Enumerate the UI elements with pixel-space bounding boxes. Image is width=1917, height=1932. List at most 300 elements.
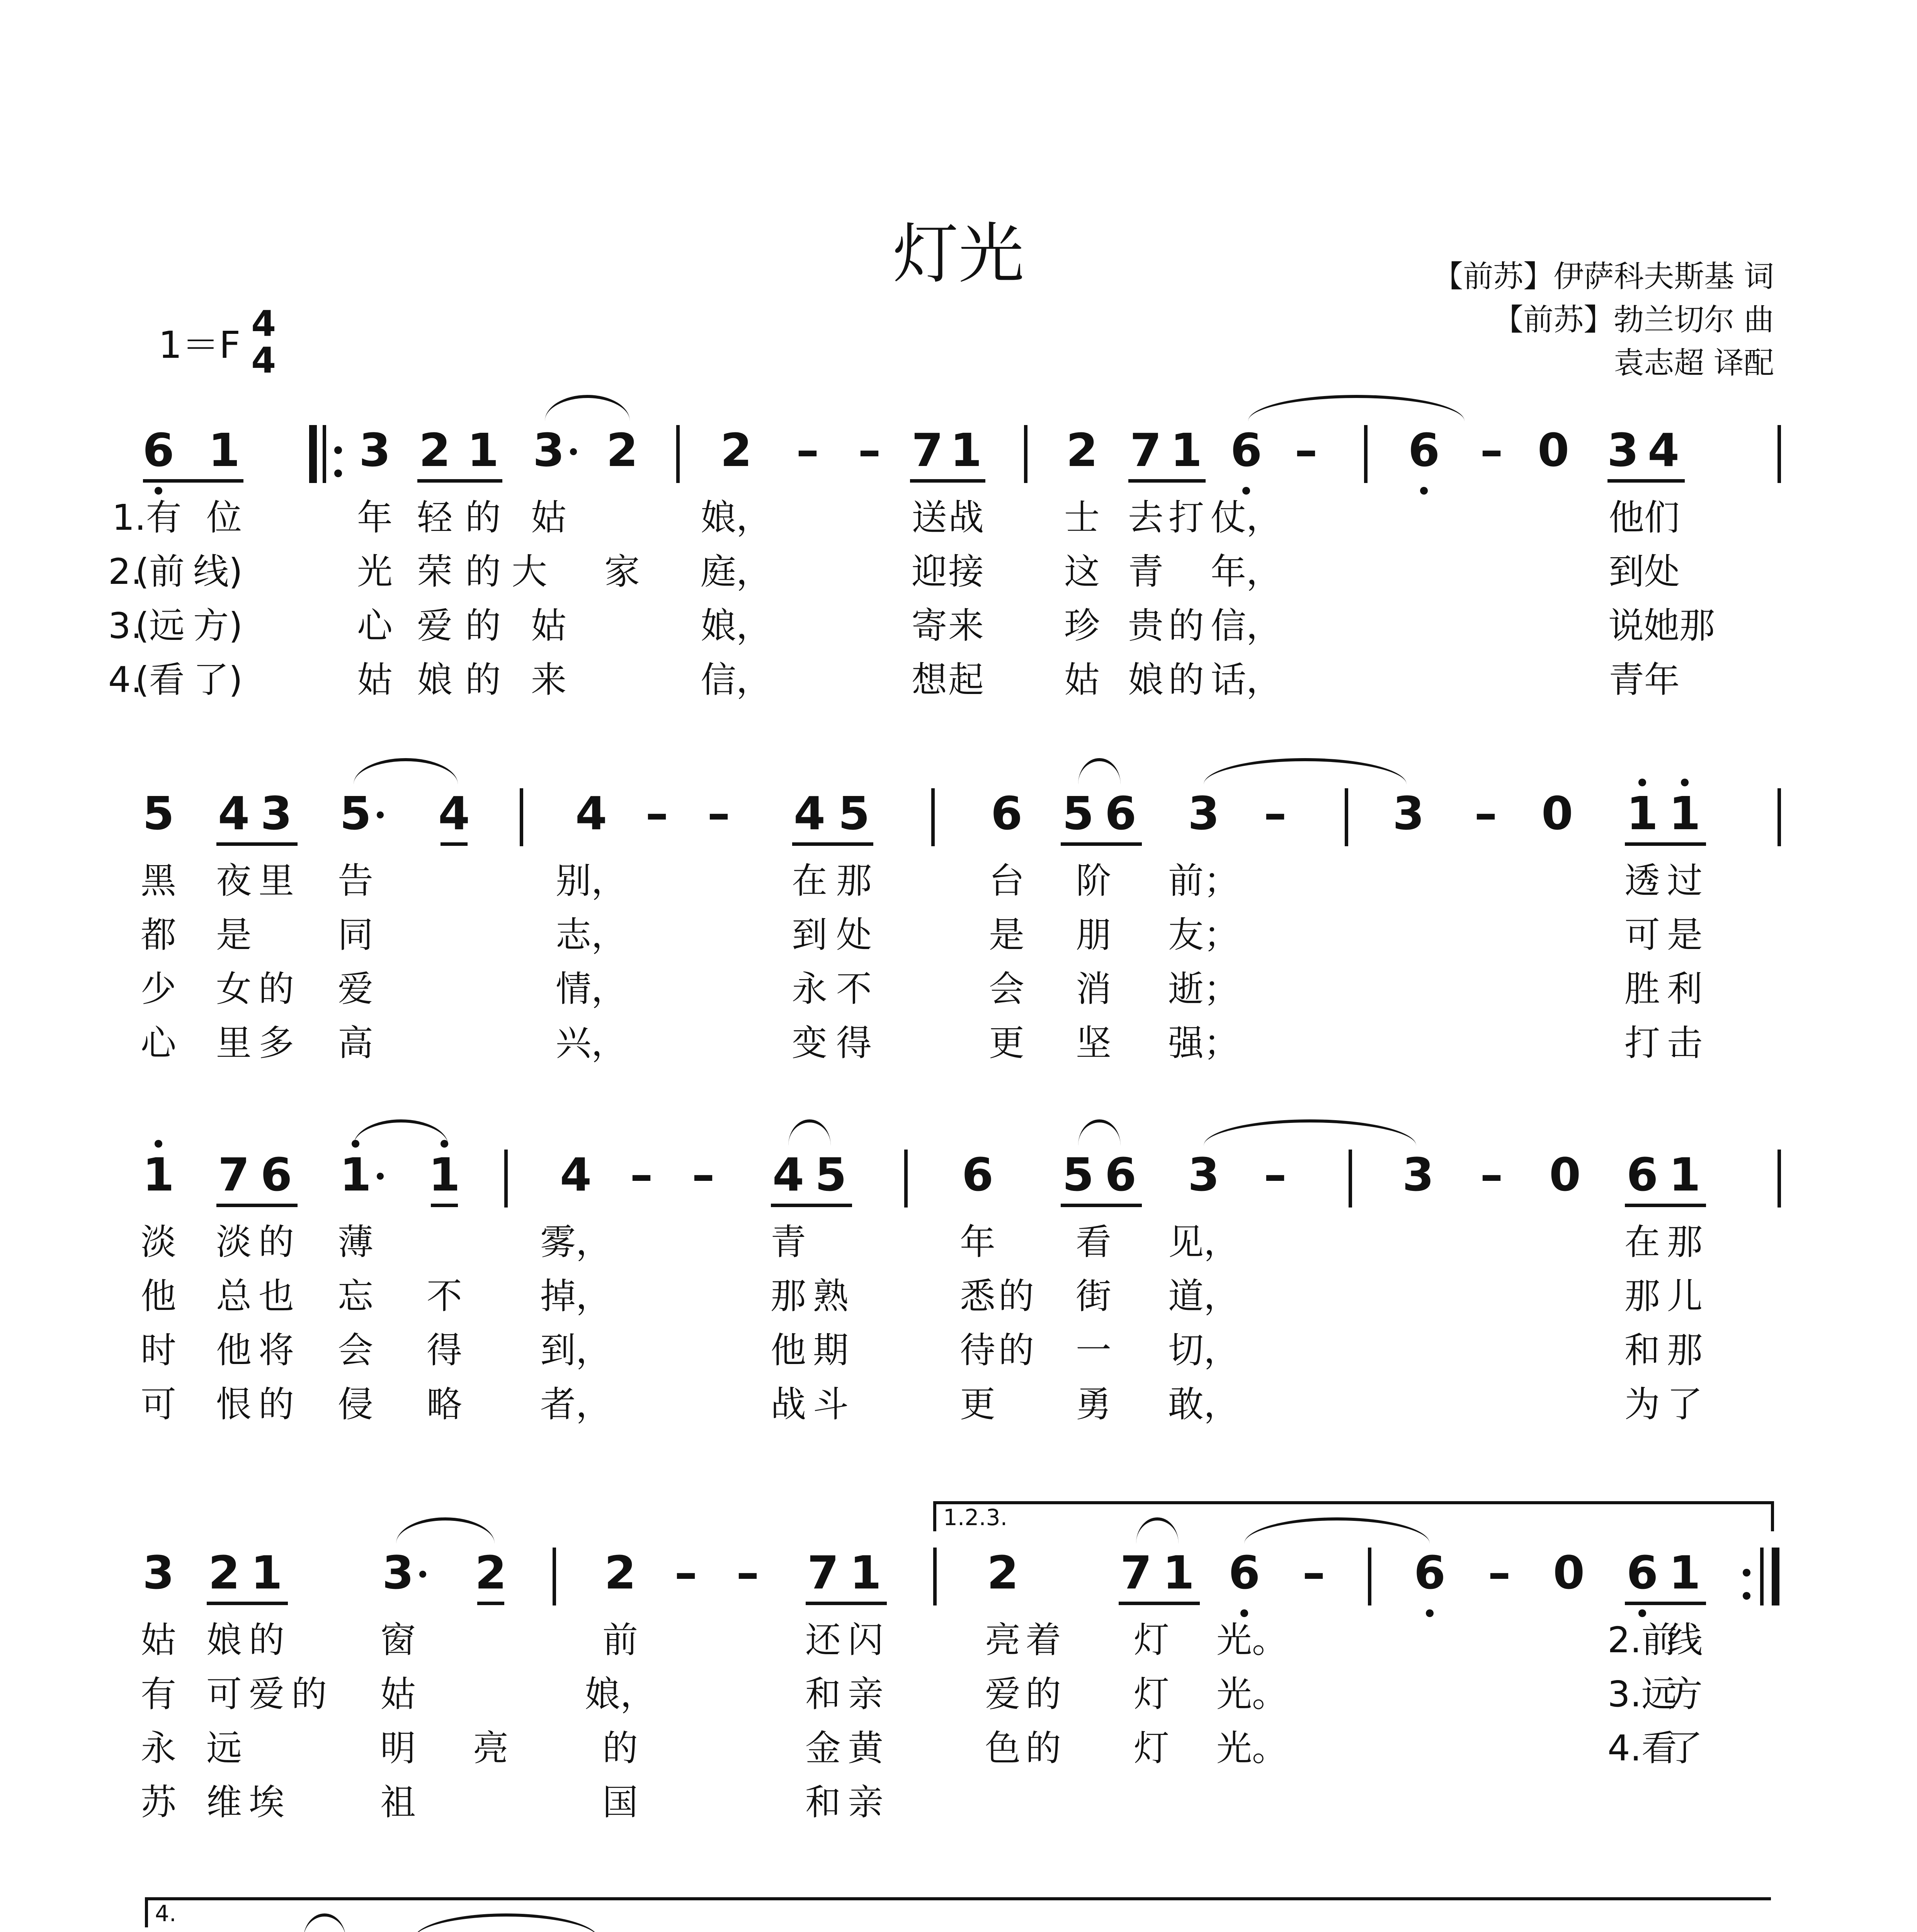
lyric-syllable: 亲 — [847, 1782, 884, 1823]
lyric-line — [108, 599, 1781, 653]
note: 1 — [1669, 1148, 1701, 1201]
augmentation-dot — [570, 448, 577, 455]
lyric-syllable: 3. — [108, 605, 142, 646]
lyrics-block-4 — [140, 1613, 1781, 1830]
lyric-syllable: 光。 — [1216, 1619, 1288, 1661]
lyric-syllable: 家 — [604, 551, 640, 592]
note: 6 — [1626, 1546, 1658, 1599]
lyric-syllable: 同 — [337, 914, 374, 956]
dash: – — [707, 787, 730, 840]
beam — [1128, 479, 1206, 483]
note: 2 — [604, 1546, 636, 1599]
dash: – — [796, 423, 819, 477]
beam — [806, 1602, 887, 1605]
note: 0 — [1537, 423, 1570, 477]
translator-credit: 袁志超 译配 — [1614, 346, 1774, 381]
lyric-syllable: 娘 — [417, 659, 453, 701]
lyric-syllable: 苏 — [140, 1782, 177, 1823]
staff-line-4 — [142, 1504, 1781, 1613]
score-system-1 — [108, 413, 1781, 707]
beam — [417, 479, 502, 483]
repeat-dots — [1743, 1569, 1750, 1615]
beam — [792, 842, 873, 846]
lyric-syllable: 黄 — [847, 1728, 884, 1769]
time-numerator: 4 — [251, 303, 276, 344]
dash: – — [1294, 423, 1318, 477]
note: 4 — [1647, 423, 1680, 477]
barline — [933, 1548, 937, 1605]
lyric-syllable: 淡 — [140, 1221, 177, 1263]
lyric-syllable: 说她那 — [1608, 605, 1715, 646]
lyric-line — [140, 962, 1781, 1016]
lyric-syllable: 强； — [1168, 1022, 1240, 1064]
note: 2 — [475, 1546, 507, 1599]
note: 6 — [1104, 1148, 1137, 1201]
note: 7 — [1129, 423, 1162, 477]
lyric-line — [108, 653, 1781, 707]
lyric-syllable: 会 — [337, 1330, 374, 1371]
lyric-syllable: 敢， — [1168, 1384, 1240, 1425]
lyric-syllable: 更 — [988, 1022, 1025, 1064]
repeat-start-barline — [323, 425, 326, 483]
lyric-syllable: 青年 — [1608, 659, 1680, 701]
barline — [1778, 1150, 1781, 1208]
lyric-syllable: 不 — [836, 968, 872, 1010]
beam — [143, 479, 243, 483]
tie — [1204, 758, 1407, 784]
lyric-syllable: 是 — [988, 914, 1025, 956]
lyric-syllable: 打 — [1624, 1022, 1660, 1064]
lyric-syllable: 雾， — [540, 1221, 612, 1263]
lyric-syllable: 娘 — [206, 1619, 242, 1661]
repeat-start-barline — [309, 425, 317, 483]
lyric-syllable: 窗 — [380, 1619, 416, 1661]
note: 5 — [815, 1148, 847, 1201]
note: 6 — [1228, 1546, 1260, 1599]
note: 6 — [990, 787, 1023, 840]
lyric-line — [140, 1215, 1781, 1269]
note: 0 — [1541, 787, 1573, 840]
lyric-syllable: 方 — [1667, 1673, 1703, 1715]
lyric-syllable: 斗 — [813, 1384, 849, 1425]
lyric-syllable: 那 — [1624, 1276, 1660, 1317]
lyric-syllable: 青 — [770, 1221, 806, 1263]
lyric-syllable: 姑 — [531, 605, 567, 646]
lyric-syllable: 灯 — [1133, 1619, 1170, 1661]
lyric-syllable: 位 — [206, 497, 242, 538]
note: 4 — [575, 787, 607, 840]
lyric-syllable: 爱 — [248, 1673, 285, 1715]
lyric-syllable: 青 — [1128, 551, 1164, 592]
augmentation-dot — [377, 1173, 384, 1180]
lyric-syllable: 年 — [357, 497, 393, 538]
lyric-syllable: 情， — [555, 968, 627, 1010]
lyric-syllable: 接 — [948, 551, 984, 592]
lyric-syllable: 到， — [540, 1330, 612, 1371]
lyric-syllable: 了 — [1667, 1384, 1703, 1425]
lyric-syllable: 的 — [248, 1619, 285, 1661]
barline — [1345, 788, 1348, 846]
lyric-line — [108, 545, 1781, 599]
lyric-syllable: 道， — [1168, 1276, 1240, 1317]
lyric-syllable: 姑 — [1064, 659, 1100, 701]
lyric-syllable: 士 — [1064, 497, 1100, 538]
repeat-dots — [334, 446, 342, 493]
note: 6 — [961, 1148, 994, 1201]
lyric-syllable: 心 — [140, 1022, 177, 1064]
lyric-syllable: 的 — [258, 1384, 294, 1425]
lyric-syllable: 4. — [108, 659, 142, 701]
lyric-syllable: 那 — [836, 860, 872, 901]
note: 3 — [382, 1546, 414, 1599]
lyric-syllable: 的 — [1025, 1673, 1061, 1715]
lyric-syllable: 兴， — [555, 1022, 627, 1064]
note: 2 — [208, 1546, 240, 1599]
lyric-syllable: 得 — [836, 1022, 872, 1064]
lyric-syllable: 可 — [140, 1384, 177, 1425]
lyric-syllable: 也 — [258, 1276, 294, 1317]
lyric-syllable: 夜 — [216, 860, 252, 901]
lyric-syllable: 的 — [1025, 1728, 1061, 1769]
key-label: 1＝F — [158, 323, 241, 367]
note: 3 — [1607, 423, 1639, 477]
lyric-syllable: 透 — [1624, 860, 1660, 901]
note: 6 — [142, 423, 175, 477]
lyric-syllable: 不 — [426, 1276, 463, 1317]
note: 7 — [1120, 1546, 1152, 1599]
lyric-syllable: 得 — [426, 1330, 463, 1371]
lyrics-block-1 — [108, 491, 1781, 707]
lyric-line — [140, 1667, 1781, 1721]
lyric-syllable: 都 — [140, 914, 177, 956]
slur — [354, 1119, 448, 1146]
lyric-syllable: 大 — [511, 551, 548, 592]
lyric-syllable: 为 — [1624, 1384, 1660, 1425]
lyric-syllable: 庭， — [700, 551, 772, 592]
note: 3 — [260, 787, 293, 840]
note: 7 — [218, 1148, 250, 1201]
note: 2 — [987, 1546, 1019, 1599]
tie — [1204, 1119, 1416, 1146]
barline — [1778, 425, 1781, 483]
lyric-syllable: 娘， — [700, 497, 772, 538]
song-title: 灯光 — [893, 216, 1024, 293]
lyric-syllable: 姑 — [531, 497, 567, 538]
lyric-line — [140, 1378, 1781, 1432]
note: 1 — [1170, 423, 1203, 477]
composer-credit: 【前苏】勃兰切尔 曲 — [1493, 303, 1774, 337]
lyric-syllable: 4.看 — [1607, 1728, 1677, 1769]
lyric-syllable: 灯 — [1133, 1728, 1170, 1769]
note: 6 — [1408, 423, 1440, 477]
slur — [354, 758, 458, 784]
lyric-syllable: 年 — [959, 1221, 996, 1263]
lyric-syllable: 信， — [1210, 605, 1282, 646]
lyric-syllable: 可 — [1624, 914, 1660, 956]
lyric-syllable: 爱 — [337, 968, 374, 1010]
beam — [1625, 1204, 1706, 1207]
note: 6 — [1230, 423, 1262, 477]
lyric-syllable: 和 — [805, 1782, 841, 1823]
note: 1 — [849, 1546, 882, 1599]
barline — [1024, 425, 1027, 483]
beam — [1607, 479, 1685, 483]
lyric-syllable: 消 — [1075, 968, 1112, 1010]
dash: – — [1480, 423, 1503, 477]
lyric-syllable: 的 — [465, 497, 501, 538]
lyric-syllable: 阶 — [1075, 860, 1112, 901]
lyric-syllable: (看 — [135, 659, 185, 701]
beam — [477, 1602, 504, 1605]
lyric-syllable: 这 — [1064, 551, 1100, 592]
lyric-syllable: 线) — [193, 551, 243, 592]
dash: – — [1480, 1148, 1503, 1201]
lyric-syllable: 贵 — [1128, 605, 1164, 646]
lyric-syllable: 娘 — [1128, 659, 1164, 701]
lyric-syllable: 逝； — [1168, 968, 1240, 1010]
lyric-syllable: 亮 — [985, 1619, 1021, 1661]
slur — [545, 395, 630, 421]
lyric-syllable: 的 — [258, 968, 294, 1010]
beam — [771, 1204, 852, 1207]
lyric-syllable: 处 — [836, 914, 872, 956]
lyric-syllable: 线 — [1667, 1619, 1703, 1661]
lyric-syllable: 的 — [258, 1221, 294, 1263]
lyric-syllable: 1.有 — [112, 497, 182, 538]
lyric-syllable: 埃 — [248, 1782, 285, 1823]
lyric-syllable: 时 — [140, 1330, 177, 1371]
tie — [1248, 395, 1465, 421]
lyric-syllable: 闪 — [847, 1619, 884, 1661]
lyric-syllable: 去 — [1128, 497, 1164, 538]
note: 3 — [1392, 787, 1425, 840]
score-system-4 — [140, 1504, 1781, 1830]
lyric-syllable: 的 — [998, 1330, 1034, 1371]
note: 2 — [720, 423, 752, 477]
lyric-syllable: 的 — [998, 1276, 1034, 1317]
lyric-syllable: 那 — [1667, 1221, 1703, 1263]
lyric-syllable: 见， — [1168, 1221, 1240, 1263]
lyric-syllable: 里 — [258, 860, 294, 901]
lyric-syllable: 忘 — [337, 1276, 374, 1317]
note: 0 — [1553, 1546, 1585, 1599]
lyric-syllable: 轻 — [417, 497, 453, 538]
note: 1 — [428, 1148, 461, 1201]
note: 3 — [142, 1546, 175, 1599]
lyric-line — [140, 1323, 1781, 1378]
lyric-syllable: 一 — [1075, 1330, 1112, 1371]
note: 7 — [807, 1546, 839, 1599]
dash: – — [674, 1546, 697, 1599]
lyric-syllable: 待 — [959, 1330, 996, 1371]
lyric-syllable: 光。 — [1216, 1673, 1288, 1715]
note: 1 — [950, 423, 982, 477]
note: 3 — [532, 423, 565, 477]
note: 6 — [1626, 1148, 1658, 1201]
dash: – — [1474, 787, 1497, 840]
lyric-syllable: 来 — [531, 659, 567, 701]
lyric-syllable: 心 — [357, 605, 393, 646]
lyric-syllable: 国 — [602, 1782, 638, 1823]
beam — [431, 1204, 458, 1207]
beam — [216, 1204, 298, 1207]
lyric-syllable: 信， — [700, 659, 772, 701]
note: 4 — [560, 1148, 592, 1201]
lyric-syllable: 更 — [959, 1384, 996, 1425]
lyric-syllable: 者， — [540, 1384, 612, 1425]
lyric-syllable: 可 — [206, 1673, 242, 1715]
second-ending-label: 4. — [155, 1900, 177, 1927]
note: 4 — [772, 1148, 805, 1201]
beam — [910, 479, 985, 483]
lyric-syllable: 送 — [911, 497, 947, 538]
barline — [904, 1150, 908, 1208]
score-system-2 — [140, 777, 1781, 1070]
lyric-syllable: 着 — [1025, 1619, 1061, 1661]
lyric-syllable: 街 — [1075, 1276, 1112, 1317]
lyric-syllable: 还 — [805, 1619, 841, 1661]
lyric-line — [140, 1776, 1781, 1830]
note: 3 — [1187, 1148, 1220, 1201]
augmentation-dot — [377, 811, 384, 818]
high-octave-dot — [155, 1140, 162, 1148]
note: 4 — [438, 787, 470, 840]
lyric-syllable: 是 — [216, 914, 252, 956]
lyric-syllable: 里 — [216, 1022, 252, 1064]
lyric-syllable: 前 — [602, 1619, 638, 1661]
lyric-syllable: 明 — [380, 1728, 416, 1769]
repeat-end-barline — [1760, 1548, 1764, 1605]
lyric-syllable: 台 — [988, 860, 1025, 901]
lyric-syllable: 别， — [555, 860, 627, 901]
note: 3 — [1187, 787, 1220, 840]
lyric-syllable: 战 — [770, 1384, 806, 1425]
lyric-syllable: 维 — [206, 1782, 242, 1823]
lyric-syllable: 胜 — [1624, 968, 1660, 1010]
lyric-syllable: 远 — [206, 1728, 242, 1769]
barline — [1778, 788, 1781, 846]
lyric-syllable: 寄 — [911, 605, 947, 646]
lyric-syllable: 的 — [291, 1673, 327, 1715]
lyric-syllable: (前 — [135, 551, 185, 592]
lyric-syllable: 爱 — [985, 1673, 1021, 1715]
note: 6 — [1414, 1546, 1446, 1599]
lyric-syllable: 姑 — [140, 1619, 177, 1661]
staff-line-2 — [143, 777, 1781, 854]
lyric-syllable: 和 — [805, 1673, 841, 1715]
note: 1 — [1162, 1546, 1195, 1599]
lyric-syllable: 悉 — [959, 1276, 996, 1317]
lyric-syllable: 光 — [357, 551, 393, 592]
lyric-syllable: 祖 — [380, 1782, 416, 1823]
lyric-line — [140, 1613, 1781, 1667]
lyric-syllable: 朋 — [1075, 914, 1112, 956]
note: 7 — [911, 423, 944, 477]
note: 4 — [218, 787, 250, 840]
barline — [1364, 425, 1368, 483]
note: 5 — [339, 787, 372, 840]
lyric-syllable: 期 — [813, 1330, 849, 1371]
note: 1 — [250, 1546, 283, 1599]
lyric-line — [140, 908, 1781, 962]
lyric-syllable: 儿 — [1667, 1276, 1703, 1317]
lyric-syllable: 的 — [465, 551, 501, 592]
lyric-syllable: 荣 — [417, 551, 453, 592]
augmentation-dot — [419, 1571, 426, 1578]
beam — [1061, 842, 1142, 846]
note: 5 — [1062, 1148, 1094, 1201]
barline — [553, 1548, 556, 1605]
lyric-syllable: 他 — [140, 1276, 177, 1317]
lyric-syllable: 坚 — [1075, 1022, 1112, 1064]
barline — [931, 788, 935, 846]
lyric-syllable: 起 — [948, 659, 984, 701]
lyric-syllable: 告 — [337, 860, 374, 901]
lyric-syllable: 想 — [911, 659, 947, 701]
lyric-syllable: 迎 — [911, 551, 947, 592]
note: 1 — [1626, 787, 1658, 840]
lyric-syllable: 了) — [193, 659, 243, 701]
lyric-syllable: 永 — [791, 968, 828, 1010]
note: 1 — [1669, 787, 1701, 840]
barline — [1368, 1548, 1371, 1605]
lyric-syllable: 他 — [216, 1330, 252, 1371]
lyric-syllable: 2.前 — [1607, 1619, 1677, 1661]
lyric-syllable: 在 — [791, 860, 828, 901]
lyric-syllable: 少 — [140, 968, 177, 1010]
lyric-syllable: 年， — [1210, 551, 1282, 592]
time-denominator: 4 — [251, 340, 276, 381]
note: 2 — [418, 423, 451, 477]
lyric-syllable: 多 — [258, 1022, 294, 1064]
lyric-syllable: 总 — [216, 1276, 252, 1317]
beam — [1625, 1602, 1706, 1605]
note: 1 — [467, 423, 499, 477]
lyric-syllable: 到 — [791, 914, 828, 956]
lyric-syllable: 姑 — [357, 659, 393, 701]
lyrics-block-3 — [140, 1215, 1781, 1432]
lyric-syllable: 永 — [140, 1728, 177, 1769]
lyric-syllable: 有 — [140, 1673, 177, 1715]
note: 4 — [793, 787, 826, 840]
lyric-syllable: 前； — [1168, 860, 1240, 901]
lyric-syllable: 是 — [1667, 914, 1703, 956]
lyric-syllable: 的 — [602, 1728, 638, 1769]
staff-line-1 — [143, 413, 1781, 491]
lyric-syllable: 那 — [770, 1276, 806, 1317]
lyric-syllable: 战 — [948, 497, 984, 538]
lyric-syllable: 击 — [1667, 1022, 1703, 1064]
second-ending-bracket — [145, 1897, 1771, 1927]
lyric-syllable: 将 — [258, 1330, 294, 1371]
lyric-syllable: 恨 — [216, 1384, 252, 1425]
lyric-syllable: 2. — [108, 551, 142, 592]
lyric-syllable: 黑 — [140, 860, 177, 901]
beam — [1625, 842, 1706, 846]
repeat-end-barline — [1772, 1548, 1779, 1605]
lyric-syllable: 看 — [1075, 1221, 1112, 1263]
lyric-syllable: 熟 — [813, 1276, 849, 1317]
lyric-syllable: 灯 — [1133, 1673, 1170, 1715]
lyric-syllable: 在 — [1624, 1221, 1660, 1263]
lyric-syllable: 友； — [1168, 914, 1240, 956]
dash: – — [858, 423, 881, 477]
lyric-syllable: 那 — [1667, 1330, 1703, 1371]
lyric-syllable: 利 — [1667, 968, 1703, 1010]
beam — [441, 842, 468, 846]
lyric-syllable: 了 — [1667, 1728, 1703, 1769]
note: 6 — [260, 1148, 293, 1201]
